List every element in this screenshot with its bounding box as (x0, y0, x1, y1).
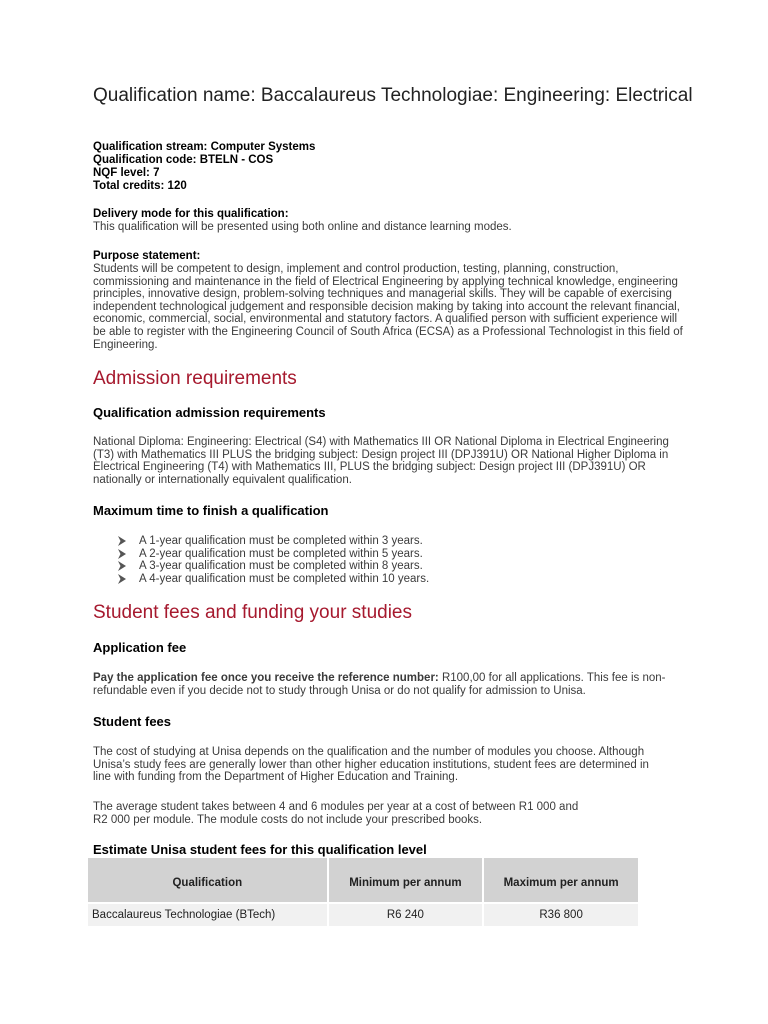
cell-maximum: R36 800 (483, 903, 638, 926)
fees-table (88, 858, 638, 926)
admission-requirements-text: National Diploma: Engineering: Electrical (S4) with Mathematics III OR National Diploma in Electrical Engineering (T3) with Mathematics III PLUS the bridging subject: Design project III (DPJ391U) OR National Higher Diploma in Electrical Engineering (T4) with Mathematics III, PLUS the bridging subject: Design project III (DPJ391U) OR nationally or internationally equivalent qualification. (93, 436, 669, 486)
max-time-item: A 2-year qualification must be completed within 5 years. (139, 547, 423, 560)
purpose-statement-block (93, 250, 683, 351)
estimate-fees-heading: Estimate Unisa student fees for this qualification level (93, 842, 427, 857)
student-fees-text-2: The average student takes between 4 and 6 modules per year at a cost of between R1 000 and R2 000 per module. The module costs do not include your prescribed books. (93, 801, 579, 826)
student-fees-heading: Student fees (93, 714, 172, 729)
total-credits: Total credits: 120 (93, 180, 187, 192)
arrow-bullet-icon (118, 536, 126, 546)
page-title: Qualification name: Baccalaureus Technologiae: Engineering: Electrical (93, 85, 693, 106)
qualification-admission-heading: Qualification admission requirements (93, 405, 326, 420)
column-header-qualification: Qualification (88, 858, 328, 903)
qualification-meta (93, 141, 315, 193)
max-time-item: A 3-year qualification must be completed within 8 years. (139, 560, 423, 573)
qualification-stream: Qualification stream: Computer Systems (93, 141, 316, 153)
max-time-item: A 1-year qualification must be completed within 3 years. (139, 535, 423, 547)
list-item (118, 560, 429, 573)
student-fees-text-1: The cost of studying at Unisa depends on the qualification and the number of modules you choose. Although Unisa’s study fees are generally lower than other higher education institutions, student fees are determined in line with funding from the Department of Higher Education and Training. (93, 746, 649, 784)
delivery-mode-text: This qualification will be presented using both online and distance learning modes. (93, 221, 512, 233)
purpose-statement-text: Students will be competent to design, implement and control production, testing, planning, construction, commissioning and maintenance in the field of Electrical Engineering by applying technical knowledge, engineering principles, innovative design, problem-solving techniques and managerial skills. They will be capable of exercising independent technological judgement and responsible decision making by taking into account the relevant financial, economic, commercial, social, environmental and statutory factors. A qualified person with sufficient experience will be able to register with the Engineering Council of South Africa (ECSA) as a Professional Technologist in this field of Engineering. (93, 263, 683, 351)
arrow-bullet-icon (118, 574, 126, 584)
nqf-level: NQF level: 7 (93, 167, 160, 179)
cell-minimum: R6 240 (328, 903, 484, 926)
application-fee-body: R100,00 for all applications. This fee is non-refundable even if you decide not to study through Unisa or do not qualify for admission to Unisa. (93, 672, 666, 697)
admission-requirements-heading: Admission requirements (93, 368, 297, 389)
arrow-bullet-icon (118, 549, 126, 559)
purpose-statement-label: Purpose statement: (93, 250, 201, 262)
delivery-mode-block (93, 208, 683, 234)
maximum-time-heading: Maximum time to finish a qualification (93, 503, 329, 518)
column-header-minimum: Minimum per annum (328, 858, 484, 903)
column-header-maximum: Maximum per annum (483, 858, 638, 903)
delivery-mode-label: Delivery mode for this qualification: (93, 208, 289, 220)
arrow-bullet-icon (118, 561, 126, 571)
qualification-code: Qualification code: BTELN - COS (93, 154, 274, 166)
list-item (118, 573, 429, 586)
max-time-item: A 4-year qualification must be completed within 10 years. (139, 572, 430, 585)
student-fees-funding-heading: Student fees and funding your studies (93, 602, 413, 623)
cell-qualification: Baccalaureus Technologiae (BTech) (88, 903, 328, 926)
application-fee-text (93, 672, 675, 697)
maximum-time-list (118, 535, 429, 585)
list-item (118, 548, 429, 561)
list-item (118, 535, 429, 548)
application-fee-bold: Pay the application fee once you receive the reference number: (93, 672, 439, 684)
table-row (88, 903, 638, 926)
application-fee-heading: Application fee (93, 640, 187, 655)
table-header-row (88, 858, 638, 903)
